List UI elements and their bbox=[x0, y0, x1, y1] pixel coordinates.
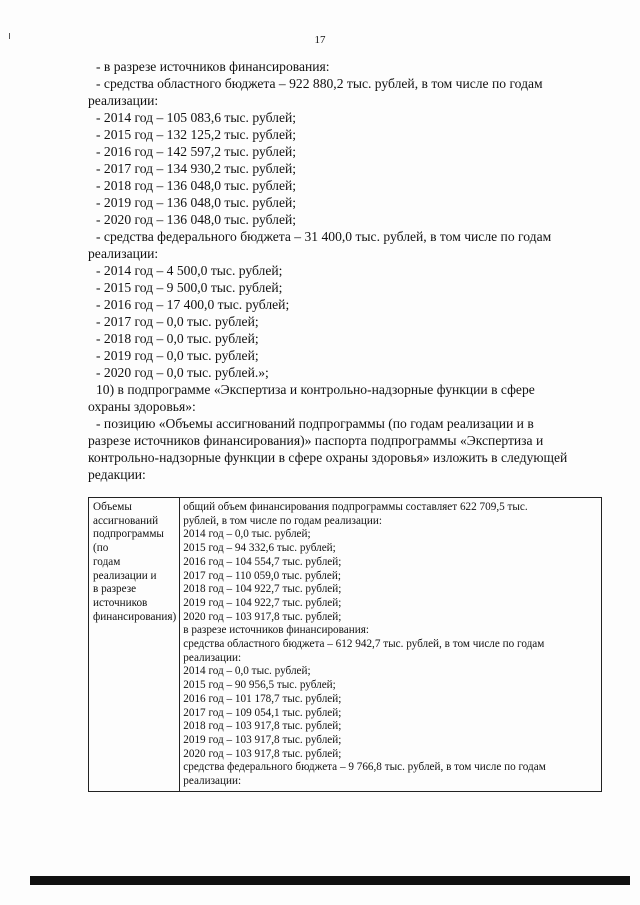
body-line: - 2016 год – 17 400,0 тыс. рублей; bbox=[96, 297, 290, 312]
body-line: редакции: bbox=[88, 467, 146, 482]
table-value-line: 2020 год – 103 917,8 тыс. рублей; bbox=[183, 747, 342, 760]
table-value-line: 2020 год – 103 917,8 тыс. рублей; bbox=[183, 610, 342, 623]
table-row bbox=[89, 498, 601, 791]
body-line: контрольно-надзорные функции в сфере охраны здоровья» изложить в следующей bbox=[88, 450, 568, 465]
table-value-line: 2018 год – 103 917,8 тыс. рублей; bbox=[183, 720, 342, 733]
table-value-line: в разрезе источников финансирования: bbox=[183, 624, 369, 637]
table-value-cell bbox=[180, 498, 601, 791]
table-label-line: подпрограммы (по bbox=[93, 528, 164, 555]
table-value-line: 2016 год – 104 554,7 тыс. рублей; bbox=[183, 555, 342, 568]
table-label-line: ассигнований bbox=[93, 514, 159, 527]
allocation-table bbox=[88, 497, 602, 792]
body-line: охраны здоровья»: bbox=[88, 399, 196, 414]
body-line: разрезе источников финансирования)» паспорта подпрограммы «Экспертиза и bbox=[88, 433, 544, 448]
body-line: - 2020 год – 0,0 тыс. рублей.»; bbox=[96, 365, 269, 380]
table-label-line: Объемы bbox=[93, 501, 132, 513]
body-line: - 2015 год – 132 125,2 тыс. рублей; bbox=[96, 127, 297, 142]
body-line: реализации: bbox=[88, 246, 159, 261]
table-value-line: 2019 год – 103 917,8 тыс. рублей; bbox=[183, 733, 342, 746]
page-number: 17 bbox=[314, 34, 326, 46]
table-label-line: в разрезе bbox=[93, 583, 137, 596]
body-line: - 2017 год – 0,0 тыс. рублей; bbox=[96, 314, 259, 329]
body-line: - 2014 год – 4 500,0 тыс. рублей; bbox=[96, 263, 283, 278]
table-value-line: 2015 год – 94 332,6 тыс. рублей; bbox=[183, 542, 336, 555]
table-value-line: 2014 год – 0,0 тыс. рублей; bbox=[183, 665, 311, 678]
body-line: - 2018 год – 0,0 тыс. рублей; bbox=[96, 331, 259, 346]
table-value-line: реализации: bbox=[183, 651, 242, 664]
table-value-line: 2014 год – 0,0 тыс. рублей; bbox=[183, 528, 311, 541]
table-value-line: 2015 год – 90 956,5 тыс. рублей; bbox=[183, 679, 336, 692]
body-line: - 2017 год – 134 930,2 тыс. рублей; bbox=[96, 161, 297, 176]
table-value-line: 2018 год – 104 922,7 тыс. рублей; bbox=[183, 583, 342, 596]
body-line: - 2014 год – 105 083,6 тыс. рублей; bbox=[96, 110, 297, 125]
table-value-line: реализации: bbox=[183, 775, 242, 788]
body-line: - позицию «Объемы ассигнований подпрограммы (по годам реализации и в bbox=[96, 416, 534, 431]
body-line: - 2016 год – 142 597,2 тыс. рублей; bbox=[96, 144, 297, 159]
body-line: - 2019 год – 136 048,0 тыс. рублей; bbox=[96, 195, 297, 210]
body-line: - средства областного бюджета – 922 880,2 тыс. рублей, в том числе по годам bbox=[96, 76, 543, 91]
body-line: 10) в подпрограмме «Экспертиза и контрольно-надзорные функции в сфере bbox=[96, 382, 535, 397]
table-value-line: 2017 год – 109 054,1 тыс. рублей; bbox=[183, 706, 342, 719]
table-value-line: рублей, в том числе по годам реализации: bbox=[183, 514, 382, 527]
table-value-line: общий объем финансирования подпрограммы составляет 622 709,5 тыс. bbox=[183, 501, 528, 513]
table-value-line: средства областного бюджета – 612 942,7 тыс. рублей, в том числе по годам bbox=[183, 638, 545, 651]
body-line: - 2015 год – 9 500,0 тыс. рублей; bbox=[96, 280, 283, 295]
table-label-line: источников bbox=[93, 596, 148, 609]
body-line: - 2020 год – 136 048,0 тыс. рублей; bbox=[96, 212, 297, 227]
document-body bbox=[88, 58, 598, 483]
body-line: - 2019 год – 0,0 тыс. рублей; bbox=[96, 348, 259, 363]
table-value-line: 2017 год – 110 059,0 тыс. рублей; bbox=[183, 569, 341, 582]
table-label-line: финансирования) bbox=[93, 610, 177, 623]
body-line: - в разрезе источников финансирования: bbox=[96, 59, 330, 74]
table-label-line: годам реализации и bbox=[93, 555, 157, 582]
body-line: - 2018 год – 136 048,0 тыс. рублей; bbox=[96, 178, 297, 193]
table-value-line: 2019 год – 104 922,7 тыс. рублей; bbox=[183, 596, 342, 609]
scan-bottom-bar bbox=[30, 876, 630, 885]
table-value-line: 2016 год – 101 178,7 тыс. рублей; bbox=[183, 692, 342, 705]
table-label-cell bbox=[89, 498, 180, 791]
body-line: - средства федерального бюджета – 31 400,0 тыс. рублей, в том числе по годам bbox=[96, 229, 552, 244]
table-value-line: средства федерального бюджета – 9 766,8 тыс. рублей, в том числе по годам bbox=[183, 761, 546, 774]
body-line: реализации: bbox=[88, 93, 159, 108]
